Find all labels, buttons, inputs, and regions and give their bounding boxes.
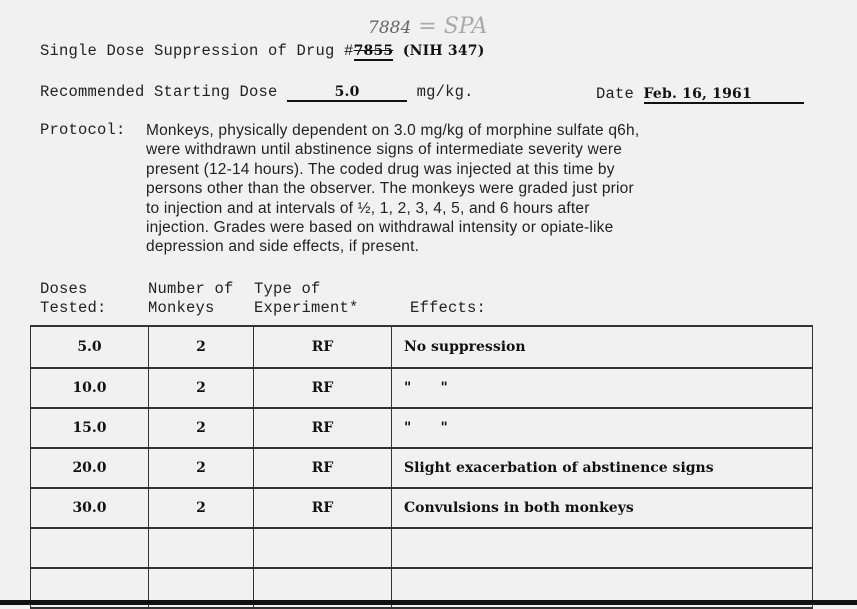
table-row [31, 326, 813, 368]
cell-type: RF [254, 368, 392, 408]
cell-monkeys: 2 [149, 368, 254, 408]
header-type-line1: Type of [254, 280, 321, 298]
header-doses-line1: Doses [40, 280, 88, 298]
dose-value: 5.0 [287, 84, 407, 102]
date-label: Date [596, 85, 635, 103]
cell-type: RF [254, 326, 392, 368]
handwritten-annotation [368, 14, 487, 39]
header-doses [40, 280, 107, 318]
protocol-line: Monkeys, physically dependent on 3.0 mg/kg of morphine sulfate q6h, [146, 122, 640, 139]
cell-dose: 30.0 [31, 488, 149, 528]
cell-effect: " " [392, 368, 813, 408]
date-value: Feb. 16, 1961 [644, 86, 804, 104]
cell-monkeys: 2 [149, 408, 254, 448]
cell-dose: 5.0 [31, 326, 149, 368]
handwritten-code: 7884 [368, 18, 412, 38]
protocol-line: injection. Grades were based on withdrawal intensity or opiate-like [146, 219, 614, 237]
results-table [30, 325, 813, 609]
header-monkeys [148, 280, 234, 318]
cell-effect: Convulsions in both monkeys [392, 488, 813, 528]
cell-dose: 20.0 [31, 448, 149, 488]
protocol-line: to injection and at intervals of ½, 1, 2, 3, 4, 5, and 6 hours after [146, 199, 590, 217]
cell-monkeys [149, 528, 254, 568]
header-monkeys-line2: Monkeys [148, 299, 215, 317]
cell-effect: Slight exacerbation of abstinence signs [392, 448, 813, 488]
cell-effect: No suppression [392, 326, 813, 368]
cell-effect: " " [392, 408, 813, 448]
protocol-line: persons other than the observer. The monkeys were graded just prior [146, 180, 634, 198]
table-row [31, 368, 813, 408]
dose-line [40, 83, 474, 102]
table-row [31, 488, 813, 528]
title-prefix: Single Dose Suppression of Drug # [40, 42, 354, 60]
page-bottom-edge [0, 600, 857, 605]
handwritten-tag: = SPA [418, 14, 488, 39]
table-row [31, 408, 813, 448]
cell-monkeys: 2 [149, 326, 254, 368]
table-row-empty [31, 528, 813, 568]
cell-monkeys: 2 [149, 448, 254, 488]
cell-dose: 10.0 [31, 368, 149, 408]
protocol-line: depression and side effects, if present. [146, 238, 420, 256]
protocol-label: Protocol: [40, 121, 126, 139]
cell-dose: 15.0 [31, 408, 149, 448]
cell-type: RF [254, 448, 392, 488]
header-type-line2: Experiment* [254, 299, 359, 317]
drug-number: 7855 [353, 43, 394, 59]
dose-label: Recommended Starting Dose [40, 83, 278, 101]
header-effects: Effects: [410, 299, 487, 317]
cell-dose [31, 528, 149, 568]
protocol-text [146, 121, 826, 257]
cell-type [254, 528, 392, 568]
date-line [596, 85, 804, 104]
header-type [254, 280, 359, 318]
header-monkeys-line1: Number of [148, 280, 234, 298]
header-doses-line2: Tested: [40, 299, 107, 317]
document-title [40, 42, 485, 61]
dose-unit: mg/kg. [416, 83, 474, 101]
protocol-line: were withdrawn until abstinence signs of intermediate severity were [146, 141, 623, 159]
cell-monkeys: 2 [149, 488, 254, 528]
table-headers [0, 280, 857, 320]
protocol-line: present (12-14 hours). The coded drug was injected at this time by [146, 160, 615, 178]
table-row [31, 448, 813, 488]
cell-type: RF [254, 488, 392, 528]
cell-effect [392, 528, 813, 568]
drug-code: (NIH 347) [402, 43, 485, 59]
cell-type: RF [254, 408, 392, 448]
